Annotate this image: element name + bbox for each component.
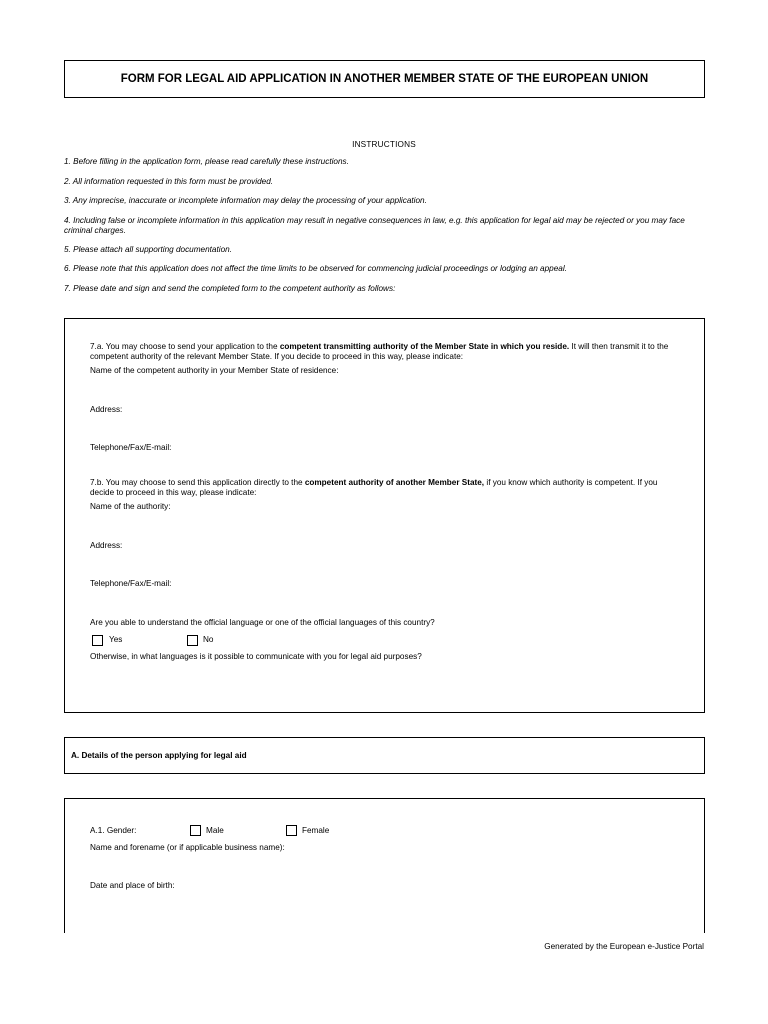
yes-label: Yes xyxy=(109,635,123,644)
section-7a-name-label: Name of the competent authority in your Member State of residence: xyxy=(90,366,339,375)
instruction-3: 3. Any imprecise, inaccurate or incomplete information may delay the processing of your application. xyxy=(64,196,427,205)
footer-text: Generated by the European e-Justice Portal xyxy=(544,942,704,951)
section-7a-tel-label: Telephone/Fax/E-mail: xyxy=(90,443,172,452)
gender-label: A.1. Gender: xyxy=(90,826,137,835)
female-checkbox[interactable] xyxy=(286,825,297,836)
section-7a-address-label: Address: xyxy=(90,405,123,414)
form-title: FORM FOR LEGAL AID APPLICATION IN ANOTHER MEMBER STATE OF THE EUROPEAN UNION xyxy=(120,73,649,85)
male-checkbox[interactable] xyxy=(190,825,201,836)
language-question: Are you able to understand the official language or one of the official languages of this country? xyxy=(90,618,435,627)
name-label: Name and forename (or if applicable business name): xyxy=(90,843,285,852)
title-box xyxy=(64,60,705,98)
section-7b-tel-label: Telephone/Fax/E-mail: xyxy=(90,579,172,588)
no-label: No xyxy=(203,635,214,644)
section-7-box xyxy=(64,318,705,713)
instruction-6: 6. Please note that this application does not affect the time limits to be observed for commencing judicial proceedings or lodging an appeal. xyxy=(64,264,567,273)
section-7b-name-label: Name of the authority: xyxy=(90,502,171,511)
female-label: Female xyxy=(302,826,330,835)
section-7b-text: 7.b. You may choose to send this application directly to the competent authority of another Member State, if you know which authority is competent. If you decide to proceed in this way, please indicate: xyxy=(90,478,658,497)
male-label: Male xyxy=(206,826,224,835)
no-checkbox[interactable] xyxy=(187,635,198,646)
instructions-heading: INSTRUCTIONS xyxy=(352,140,416,149)
section-a-heading-box xyxy=(64,737,705,774)
section-7b-address-label: Address: xyxy=(90,541,123,550)
language-other-question: Otherwise, in what languages is it possible to communicate with you for legal aid purposes? xyxy=(90,652,422,661)
instruction-4: 4. Including false or incomplete information in this application may result in negative consequences in law, e.g. this application for legal aid may be rejected or you may face criminal charges. xyxy=(64,216,685,235)
instruction-5: 5. Please attach all supporting documentation. xyxy=(64,245,232,254)
instruction-2: 2. All information requested in this form must be provided. xyxy=(64,177,274,186)
yes-checkbox[interactable] xyxy=(92,635,103,646)
section-7a-text: 7.a. You may choose to send your application to the competent transmitting authority of the Member State in which you reside. It will then transmit it to the competent authority of the relevant Member State. If you decide to proceed in this way, please indicate: xyxy=(90,342,669,361)
instruction-1: 1. Before filling in the application form, please read carefully these instructions. xyxy=(64,157,349,166)
instruction-7: 7. Please date and sign and send the completed form to the competent authority as follows: xyxy=(64,284,396,293)
dob-label: Date and place of birth: xyxy=(90,881,175,890)
section-a-heading: A. Details of the person applying for legal aid xyxy=(71,751,247,760)
section-a-box xyxy=(64,798,705,933)
